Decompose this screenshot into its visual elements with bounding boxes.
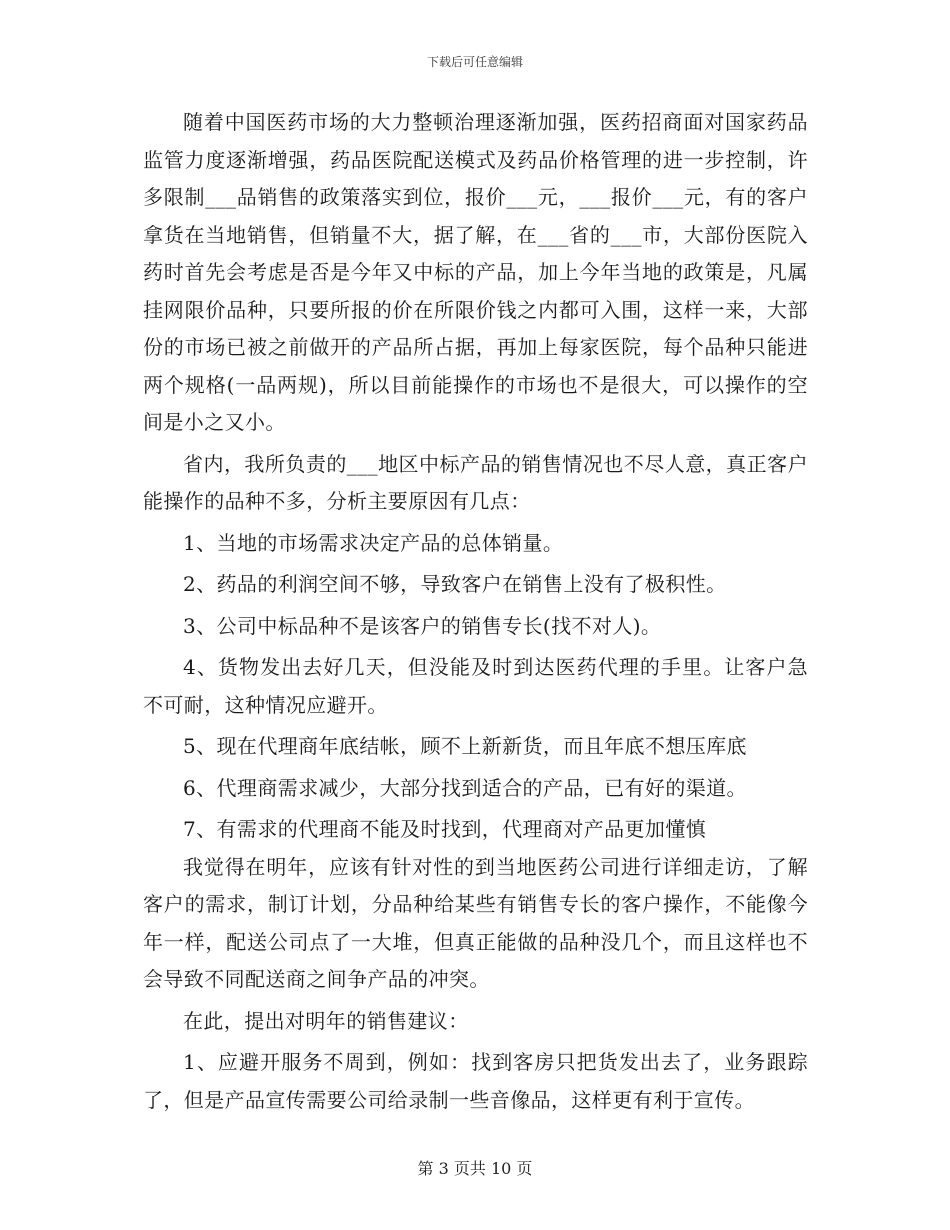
reason-item-6: 6、代理商需求减少，大部分找到适合的产品，已有好的渠道。 — [183, 775, 747, 800]
reason-item-5: 5、现在代理商年底结帐，顾不上新新货，而且年底不想压库底 — [183, 734, 747, 758]
reason-item-1: 1、当地的市场需求决定产品的总体销量。 — [183, 530, 564, 555]
paragraph-suggestions-intro: 在此，提出对明年的销售建议： — [183, 1008, 469, 1033]
document-body — [143, 104, 808, 1119]
paragraph-intro: 随着中国医药市场的大力整顿治理逐渐加强，医药招商面对国家药品监管力度逐渐增强，药品医院配送模式及药品价格管理的进一步控制，许多限制___品销售的政策落实到位，报价___元，___报价___元，有的客户拿货在当地销售，但销量不大，据了解，在___省的___市，大部份医院入药时首先会考虑是否是今年又中标的产品，加上今年当地的政策是，凡属挂网限价品种，只要所报的价在所限价钱之内都可入围，这样一来，大部份的市场已被之前做开的产品所占据，再加上每家医院，每个品种只能进两个规格(一品两规)，所以目前能操作的市场也不是很大，可以操作的空间是小之又小。 — [143, 110, 808, 434]
paragraph-province: 省内，我所负责的___地区中标产品的销售情况也不尽人意，真正客户能操作的品种不多，分析主要原因有几点： — [143, 451, 808, 513]
reason-item-4: 4、货物发出去好几天，但没能及时到达医药代理的手里。让客户急不可耐，这种情况应避开。 — [143, 655, 808, 717]
suggestion-item-1: 1、应避开服务不周到，例如：找到客房只把货发出去了，业务跟踪了，但是产品宣传需要公司给录制一些音像品，这样更有利于宣传。 — [143, 1050, 808, 1112]
reason-item-2: 2、药品的利润空间不够，导致客户在销售上没有了极积性。 — [183, 572, 727, 596]
paragraph-next-year: 我觉得在明年，应该有针对性的到当地医药公司进行详细走访，了解客户的需求，制订计划，分品种给某些有销售专长的客户操作，不能像今年一样，配送公司点了一大堆，但真正能做的品种没几个，而且这样也不会导致不同配送商之间争产品的冲突。 — [143, 854, 808, 991]
page-footer: 第 3 页共 10 页 — [417, 1159, 533, 1178]
reason-item-3: 3、公司中标品种不是该客户的销售专长(找不对人)。 — [183, 613, 662, 638]
page-header: 下载后可任意编辑 — [426, 55, 523, 69]
reason-item-7: 7、有需求的代理商不能及时找到，代理商对产品更加懂慎 — [183, 817, 707, 841]
